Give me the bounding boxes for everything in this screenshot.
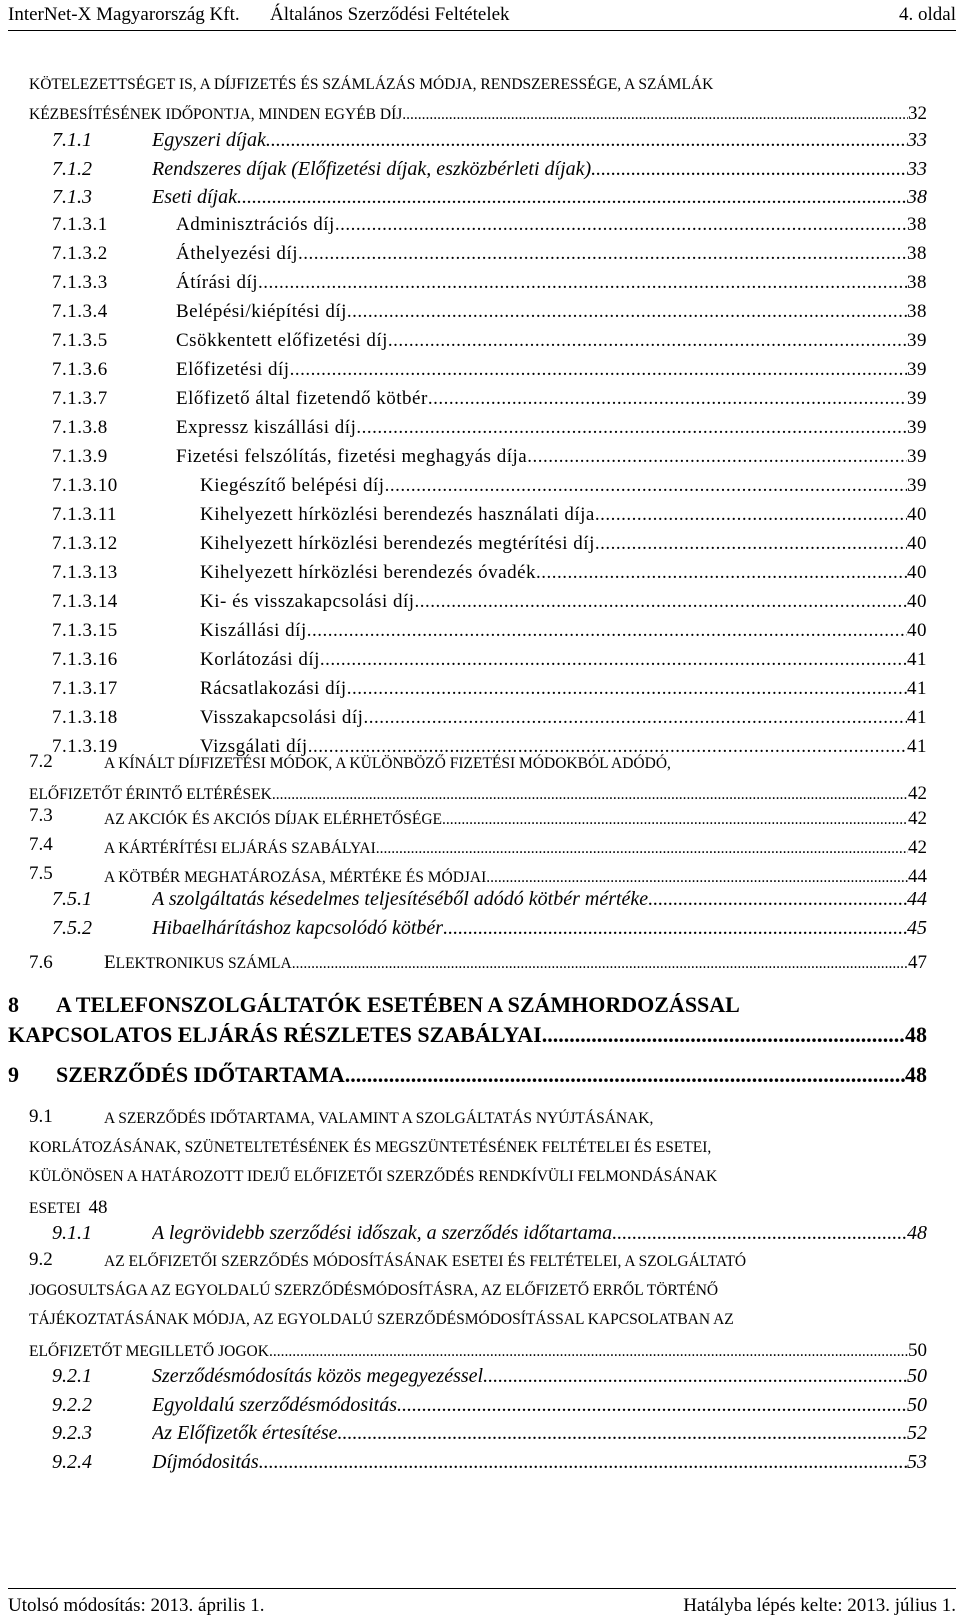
toc-leader-dots [483,1365,907,1388]
toc-leader-dots [402,106,908,124]
toc-entry-page: 38 [907,243,927,264]
toc-entry-number: 9.2.2 [52,1393,92,1416]
toc-entry-number: 7.1.3.14 [52,591,118,612]
toc-leader-dots [347,678,907,700]
toc-entry-number: 7.1.3.19 [52,736,118,757]
toc-entry[interactable] [152,888,927,911]
toc-leader-dots [363,707,907,729]
toc-entry-number: 7.1.1 [52,129,92,151]
toc-section-title-line2: JOGOSULTSÁGA AZ EGYOLDALÚ SZERZŐDÉSMÓDOSÍTÁSRA, AZ ELŐFIZETŐ ERRŐL TÖRTÉNŐ [29,1282,719,1299]
toc-entry[interactable] [200,533,927,555]
toc-entry[interactable] [104,808,927,830]
toc-chapter-title-line1: A TELEFONSZOLGÁLTATÓK ESETÉBEN A SZÁMHORDOZÁSSAL [56,992,740,1017]
toc-leader-dots [345,1062,905,1088]
toc-entry-number: 7.5.2 [52,916,92,939]
toc-entry-number: 7.1.3.1 [52,214,108,235]
toc-entry-title: A szolgáltatás késedelmes teljesítéséből adódó kötbér mértéke [152,888,649,910]
toc-entry-title: A KÁRTÉRÍTÉSI ELJÁRÁS SZABÁLYAI [104,840,376,857]
toc-leader-dots [591,158,907,181]
toc-leader-dots [442,811,908,829]
toc-entry-page: 39 [907,359,927,380]
header-page-number: 4. oldal [899,4,956,25]
toc-entry-title: Expressz kiszállási díj [176,417,357,438]
toc-section-number: 7.2 [29,751,53,772]
toc-leader-dots [258,272,907,294]
toc-entry-page: 45 [907,916,927,939]
toc-entry-title: A KÖTBÉR MEGHATÁROZÁSA, MÉRTÉKE ÉS MÓDJAI [104,869,487,886]
toc-section-title-line1: A SZERZŐDÉS IDŐTARTAMA, VALAMINT A SZOLGÁLTATÁS NYÚJTÁSÁNAK, [104,1110,654,1127]
toc-entry-title: Vizsgálati díj [200,736,308,757]
toc-subsection-number: 9.1.1 [52,1222,92,1244]
toc-entry-page: 44 [907,888,927,910]
toc-entry-number: 7.1.3.8 [52,417,108,438]
toc-leader-dots [443,917,907,940]
toc-entry-number: 7.1.3.13 [52,562,118,583]
toc-entry-page: 40 [907,562,927,583]
toc-entry[interactable] [29,1340,927,1362]
toc-section-number: 9.2 [29,1249,53,1270]
toc-entry[interactable] [200,504,927,526]
toc-entry-number: 7.1.3.11 [52,504,118,525]
toc-entry[interactable] [29,783,927,805]
toc-entry-title: Rácsatlakozási díj [200,678,347,699]
toc-entry-title: Korlátozási díj [200,649,320,670]
toc-entry-page: 41 [907,736,927,757]
toc-entry-page: 39 [907,330,927,351]
toc-entry-number: 7.3 [29,805,53,826]
toc-entry-title: Kihelyezett hírközlési berendezés óvadék [200,562,536,583]
toc-cont-line1: KÖTELEZETTSÉGET IS, A DÍJFIZETÉS ÉS SZÁMLÁZÁS MÓDJA, RENDSZERESSÉGE, A SZÁMLÁK [29,76,714,93]
toc-entry-title: Díjmódositás [152,1450,259,1473]
toc-leader-dots [648,888,907,911]
toc-entry-number: 9.2.3 [52,1422,92,1444]
toc-entry[interactable] [152,1222,927,1245]
toc-entry-title: Előfizetési díj [176,359,290,380]
toc-entry[interactable] [29,103,927,125]
toc-entry-title: Egyszeri díjak [152,129,266,151]
toc-entry[interactable] [176,272,927,294]
toc-entry-title: Kihelyezett hírközlési berendezés megtérítési díj [200,533,595,554]
page-header [8,4,956,31]
toc-entry-page: 38 [907,186,927,208]
toc-entry[interactable] [152,129,927,152]
toc-entry-title: Visszakapcsolási díj [200,707,364,728]
toc-entry-page: 50 [907,1393,927,1416]
toc-entry[interactable] [176,214,927,236]
toc-entry[interactable] [176,388,927,410]
toc-entry-number: 7.1.3.2 [52,243,108,264]
toc-entry-title: ESETEI [29,1200,81,1217]
toc-entry[interactable] [104,837,927,859]
toc-entry-title: Ki- és visszakapcsolási díj [200,591,415,612]
toc-entry[interactable] [152,1422,927,1445]
toc-entry-number: 7.1.3.4 [52,301,108,322]
toc-entry-number: 7.1.3.15 [52,620,118,641]
toc-entry-title: Rendszeres díjak (Előfizetési díjak, eszközbérleti díjak) [152,157,592,180]
toc-entry-title: Kiszállási díj [200,620,307,641]
toc-entry-page: 48 [905,1022,927,1047]
toc-entry-title: Egyoldalú szerződésmódositás [152,1393,397,1416]
toc-entry-number: 7.1.3.10 [52,475,118,496]
toc-entry[interactable] [176,301,927,323]
toc-entry[interactable] [29,1197,108,1219]
toc-entry-number: 9.2.4 [52,1450,92,1473]
toc-entry-title: KÉZBESÍTÉSÉNEK IDŐPONTJA, MINDEN EGYÉB DÍJ [29,106,403,123]
toc-entry-number: 7.1.3.6 [52,359,108,380]
toc-entry[interactable] [200,475,927,497]
toc-entry[interactable] [200,591,927,613]
toc-entry-number: 7.5.1 [52,888,92,910]
toc-entry-page: 39 [907,417,927,438]
toc-section-number: 9.1 [29,1106,53,1127]
toc-entry-title: Kiegészítő belépési díj [200,475,385,496]
toc-entry-page: 42 [908,837,927,858]
toc-entry-page: 50 [907,1365,927,1387]
toc-leader-dots [527,446,907,468]
toc-leader-dots [428,388,907,410]
toc-entry-page: 39 [907,475,927,496]
toc-entry-title: Belépési/kiépítési díj [176,301,347,322]
footer-last-modified: Utolsó módosítás: 2013. április 1. [8,1595,265,1616]
toc-entry-page: 39 [907,388,927,409]
toc-entry[interactable] [176,417,927,439]
toc-chapter-number: 8 [8,992,19,1017]
toc-leader-dots [320,649,907,671]
toc-leader-dots [237,186,907,209]
toc-entry[interactable] [176,330,927,352]
toc-leader-dots [536,562,907,584]
toc-entry-number: 7.1.3.16 [52,649,118,670]
toc-entry-page: 41 [907,649,927,670]
toc-entry-page: 39 [907,446,927,467]
toc-entry[interactable] [152,158,927,181]
toc-entry-number: 7.1.2 [52,157,92,180]
toc-entry-title: Adminisztrációs díj [176,214,335,235]
toc-entry[interactable] [152,1394,927,1417]
toc-leader-dots [298,243,907,265]
toc-entry-title: Előfizető által fizetendő kötbér [176,388,428,409]
toc-entry[interactable] [176,243,927,265]
toc-entry-page: 41 [907,707,927,728]
toc-section-title-line3: TÁJÉKOZTATÁSÁNAK MÓDJA, AZ EGYOLDALÚ SZERZŐDÉSMÓDOSÍTÁSSAL KAPCSOLATBAN AZ [29,1311,734,1328]
toc-entry-number: 7.1.3.3 [52,272,108,293]
toc-entry-title-initial: E [104,952,116,973]
toc-entry-page: 38 [907,301,927,322]
toc-entry-page: 48 [907,1222,927,1244]
toc-entry-number: 7.1.3.18 [52,707,118,728]
toc-leader-dots [292,955,908,973]
toc-entry[interactable] [176,359,927,381]
toc-entry-page: 52 [907,1422,927,1444]
toc-section-title-line1: A KÍNÁLT DÍJFIZETÉSI MÓDOK, A KÜLÖNBÖZŐ FIZETÉSI MÓDOKBÓL ADÓDÓ, [104,755,671,772]
toc-entry-page: 40 [907,591,927,612]
toc-leader-dots [335,214,907,236]
toc-leader-dots [397,1394,907,1417]
toc-entry-page: 38 [907,272,927,293]
toc-leader-dots [486,869,908,887]
toc-chapter-number: 9 [8,1062,19,1087]
toc-leader-dots [266,129,907,152]
toc-entry-title: Csökkentett előfizetési díj [176,330,388,351]
toc-entry[interactable] [200,707,927,729]
toc-entry-page: 53 [907,1450,927,1473]
toc-entry-number: 7.1.3.7 [52,388,108,409]
toc-entry-page: 50 [908,1340,927,1361]
toc-entry-page: 40 [907,504,927,525]
toc-leader-dots [259,1451,907,1474]
toc-section-number: 7.6 [29,952,53,973]
toc-entry-title: Szerződésmódosítás közös megegyezéssel [152,1365,484,1387]
toc-entry-page: 32 [908,103,927,124]
toc-entry-title: ELŐFIZETŐT ÉRINTŐ ELTÉRÉSEK [29,786,272,803]
toc-entry-number: 7.1.3.9 [52,446,108,467]
toc-entry-page: 48 [905,1062,927,1087]
toc-entry-page: 40 [907,533,927,554]
toc-entry-page: 40 [907,620,927,641]
toc-entry-title: Hibaelhárításhoz kapcsolódó kötbér [152,916,444,939]
toc-leader-dots [307,620,907,642]
toc-leader-dots [269,1343,908,1361]
toc-leader-dots [385,475,907,497]
toc-section-title-line3: KÜLÖNÖSEN A HATÁROZOTT IDEJŰ ELŐFIZETŐI SZERZŐDÉS RENDKÍVÜLI FELMONDÁSÁNAK [29,1168,718,1185]
toc-section-title-line2: KORLÁTOZÁSÁNAK, SZÜNETELTETÉSÉNEK ÉS MEGSZÜNTETÉSÉNEK FELTÉTELEI ÉS ESETEI, [29,1139,712,1156]
toc-leader-dots [415,591,907,613]
page-footer [8,1588,956,1619]
toc-entry-title: Áthelyezési díj [176,243,298,264]
toc-entry-title: SZERZŐDÉS IDŐTARTAMA [56,1062,345,1087]
toc-leader-dots [542,1022,905,1048]
toc-entry[interactable] [152,1365,927,1388]
toc-entry-title: Kihelyezett hírközlési berendezés használati díja [200,504,595,525]
toc-entry[interactable] [200,649,927,671]
toc-entry[interactable] [152,1451,927,1474]
toc-entry-page: 42 [908,808,927,829]
toc-entry-title: ELŐFIZETŐT MEGILLETŐ JOGOK [29,1343,269,1360]
toc-entry[interactable] [152,186,927,209]
toc-leader-dots [356,417,907,439]
toc-entry[interactable] [176,446,927,468]
toc-leader-dots [272,786,908,804]
toc-entry[interactable] [200,620,927,642]
toc-entry-title: Eseti díjak [152,186,237,208]
toc-entry-title: KAPCSOLATOS ELJÁRÁS RÉSZLETES SZABÁLYAI [8,1022,542,1047]
toc-entry-page: 42 [908,783,927,804]
toc-entry-title: LEKTRONIKUS SZÁMLA [115,955,292,972]
toc-entry-title: Átírási díj [176,272,259,293]
toc-entry-title: A legrövidebb szerződési időszak, a szerződés időtartama [152,1222,613,1244]
toc-entry[interactable] [152,917,927,940]
toc-entry-number: 9.2.1 [52,1365,92,1387]
footer-effective-date: Hatályba lépés kelte: 2013. július 1. [683,1595,956,1616]
toc-entry-title: Az Előfizetők értesítése [152,1422,338,1444]
toc-leader-dots [595,533,907,555]
toc-entry-title: Fizetési felszólítás, fizetési meghagyás díja [176,446,528,467]
toc-entry-number: 7.1.3.17 [52,678,118,699]
toc-leader-dots [338,1422,907,1445]
toc-entry[interactable] [56,1062,927,1088]
toc-entry-page: 33 [907,157,927,180]
toc-leader-dots [612,1222,907,1245]
toc-leader-dots [376,840,908,858]
toc-entry[interactable] [104,866,927,888]
toc-entry-page: 44 [908,866,927,887]
toc-entry-number: 7.5 [29,863,53,884]
toc-entry-number: 7.1.3.5 [52,330,108,351]
toc-entry-number: 7.4 [29,834,53,855]
toc-entry-number: 7.1.3.12 [52,533,118,554]
toc-entry[interactable] [200,562,927,584]
toc-entry-title: AZ AKCIÓK ÉS AKCIÓS DÍJAK ELÉRHETŐSÉGE [104,811,442,828]
toc-entry[interactable] [104,952,927,974]
header-title: Általános Szerződési Feltételek [270,4,510,25]
header-company: InterNet-X Magyarország Kft. [8,4,240,25]
toc-entry-page: 47 [908,952,927,973]
toc-entry-page: 48 [88,1197,108,1218]
toc-entry[interactable] [200,678,927,700]
toc-entry-page: 38 [907,214,927,235]
toc-leader-dots [388,330,907,352]
toc-entry-page: 41 [907,678,927,699]
toc-entry[interactable] [8,1022,927,1048]
toc-leader-dots [347,301,907,323]
toc-entry-number: 7.1.3 [52,186,92,208]
toc-leader-dots [290,359,907,381]
toc-section-title-line1: AZ ELŐFIZETŐI SZERZŐDÉS MÓDOSÍTÁSÁNAK ESETEI ÉS FELTÉTELEI, A SZOLGÁLTATÓ [104,1253,747,1270]
toc-leader-dots [595,504,907,526]
toc-entry-page: 33 [907,129,927,151]
